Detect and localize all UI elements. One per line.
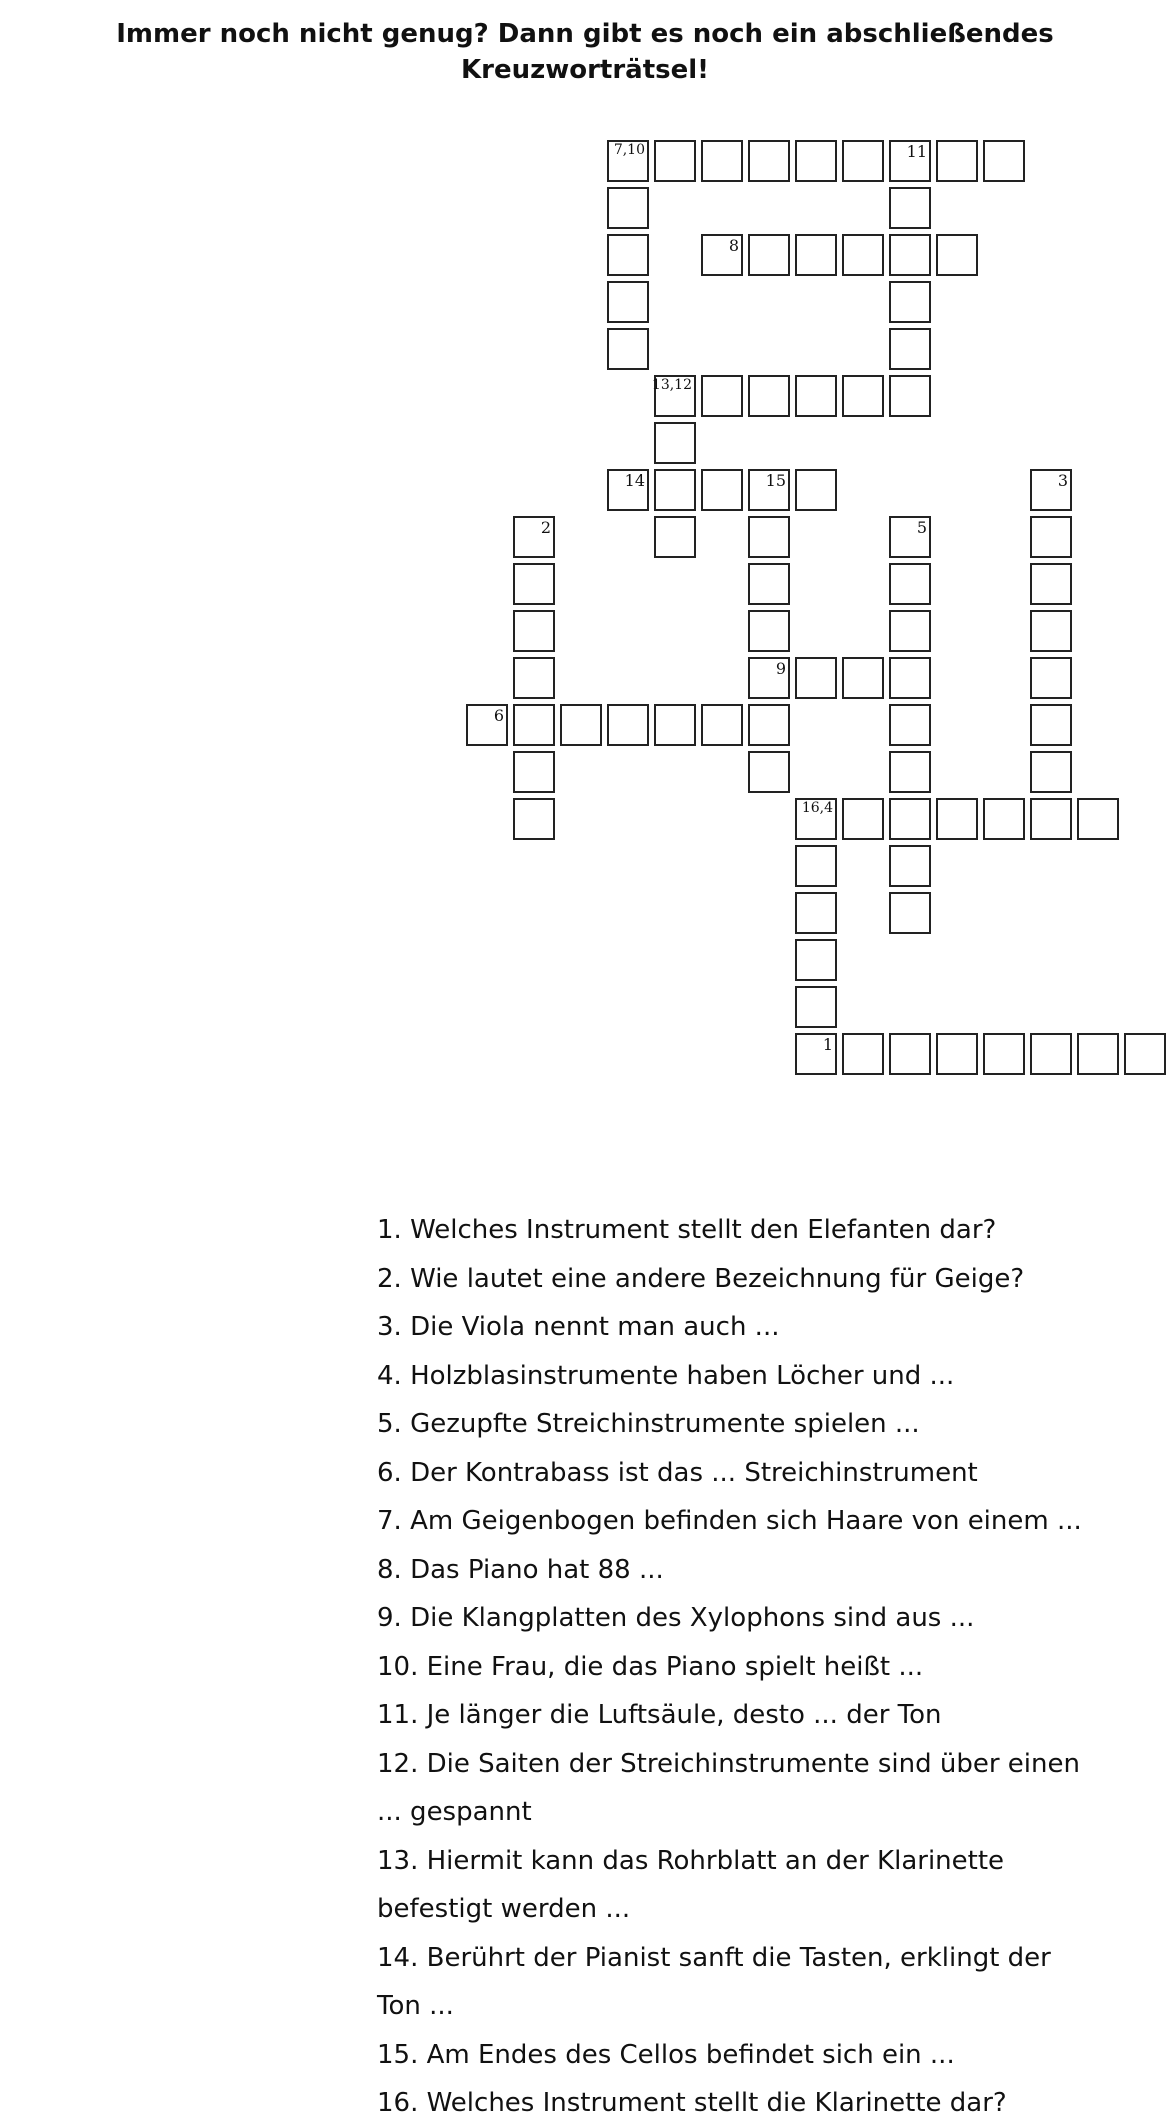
- clue-item: 7. Am Geigenbogen befinden sich Haare von einem ...: [377, 1506, 1082, 1536]
- crossword-cell[interactable]: [842, 375, 884, 417]
- crossword-cell[interactable]: [607, 281, 649, 323]
- crossword-cell[interactable]: [748, 751, 790, 793]
- crossword-cell[interactable]: [795, 939, 837, 981]
- crossword-cell[interactable]: [701, 234, 743, 276]
- clue-item: 14. Berührt der Pianist sanft die Tasten, erklingt der Ton ...: [377, 1942, 1051, 2021]
- crossword-cell[interactable]: [607, 704, 649, 746]
- clue-item: 12. Die Saiten der Streichinstrumente sind über einen ... gespannt: [377, 1748, 1080, 1827]
- crossword-cell[interactable]: [701, 375, 743, 417]
- clue-number: 15: [765, 471, 786, 490]
- crossword-cell[interactable]: [654, 422, 696, 464]
- crossword-cell[interactable]: [607, 328, 649, 370]
- crossword-cell[interactable]: [466, 704, 508, 746]
- crossword-cell[interactable]: [748, 563, 790, 605]
- crossword-cell[interactable]: [889, 563, 931, 605]
- crossword-cell[interactable]: [748, 610, 790, 652]
- crossword-cell[interactable]: [842, 234, 884, 276]
- clue-number: 14: [624, 471, 645, 490]
- clue-item: 2. Wie lautet eine andere Bezeichnung für Geige?: [377, 1263, 1025, 1294]
- crossword-cell[interactable]: [607, 187, 649, 229]
- crossword-cell[interactable]: [513, 563, 555, 605]
- crossword-cell[interactable]: [889, 328, 931, 370]
- crossword-cell[interactable]: [748, 234, 790, 276]
- crossword-cell[interactable]: [748, 469, 790, 511]
- crossword-cell[interactable]: [513, 751, 555, 793]
- crossword-cell[interactable]: [889, 140, 931, 182]
- crossword-cell[interactable]: [1030, 798, 1072, 840]
- clue-number: 3: [1057, 471, 1068, 490]
- clue-item: 15. Am Endes des Cellos befindet sich ein ...: [377, 2039, 955, 2070]
- crossword-cell[interactable]: [795, 845, 837, 887]
- clue-item: 9. Die Klangplatten des Xylophons sind aus ...: [377, 1603, 975, 1633]
- crossword-cell[interactable]: [936, 140, 978, 182]
- clue-item: 1. Welches Instrument stellt den Elefanten dar?: [377, 1215, 997, 1245]
- crossword-cell[interactable]: [1030, 1033, 1072, 1075]
- crossword-cell[interactable]: [1077, 798, 1119, 840]
- clue-number: 6: [493, 706, 504, 725]
- crossword-cell[interactable]: [889, 516, 931, 558]
- clue-item: 8. Das Piano hat 88 ...: [377, 1554, 664, 1585]
- page-title: Immer noch nicht genug? Dann gibt es noch ein abschließendes Kreuzworträtsel!: [116, 19, 1054, 85]
- crossword-cell[interactable]: [889, 892, 931, 934]
- crossword-cell[interactable]: [889, 375, 931, 417]
- clue-item: 10. Eine Frau, die das Piano spielt heißt ...: [377, 1651, 924, 1682]
- crossword-cell[interactable]: [654, 704, 696, 746]
- clue-item: 16. Welches Instrument stellt die Klarinette dar?: [377, 2088, 1007, 2118]
- crossword-cell[interactable]: [889, 281, 931, 323]
- crossword-cell[interactable]: [701, 140, 743, 182]
- crossword-cell[interactable]: [1030, 704, 1072, 746]
- clue-number: 1: [822, 1035, 833, 1054]
- crossword-cell[interactable]: [889, 610, 931, 652]
- clue-number: 16,4: [801, 800, 833, 816]
- crossword-cell[interactable]: [748, 516, 790, 558]
- clue-item: 11. Je länger die Luftsäule, desto ... der Ton: [377, 1700, 942, 1730]
- crossword-cell[interactable]: [936, 1033, 978, 1075]
- clue-item: 4. Holzblasinstrumente haben Löcher und ...: [377, 1360, 955, 1391]
- crossword-cell[interactable]: [795, 469, 837, 511]
- crossword-cell[interactable]: [842, 657, 884, 699]
- clue-item: 13. Hiermit kann das Rohrblatt an der Klarinette befestigt werden ...: [377, 1845, 1005, 1924]
- crossword-cell[interactable]: [795, 140, 837, 182]
- crossword-cell[interactable]: [795, 657, 837, 699]
- crossword-cell[interactable]: [748, 657, 790, 699]
- crossword-cell[interactable]: [889, 187, 931, 229]
- crossword-cell[interactable]: [1030, 563, 1072, 605]
- crossword-cell[interactable]: [936, 234, 978, 276]
- crossword-cell[interactable]: [889, 751, 931, 793]
- crossword-cell[interactable]: [795, 375, 837, 417]
- clue-number: 13,12: [651, 377, 692, 393]
- crossword-cell[interactable]: [701, 469, 743, 511]
- crossword-cell[interactable]: [795, 986, 837, 1028]
- crossword-cell[interactable]: [842, 798, 884, 840]
- crossword-cell[interactable]: [1030, 516, 1072, 558]
- crossword-cell[interactable]: [1030, 657, 1072, 699]
- crossword-cell[interactable]: [983, 798, 1025, 840]
- crossword-cell[interactable]: [607, 469, 649, 511]
- crossword-cell[interactable]: [795, 234, 837, 276]
- crossword-cell[interactable]: [889, 704, 931, 746]
- crossword-cell[interactable]: [513, 704, 555, 746]
- crossword-cell[interactable]: [1030, 751, 1072, 793]
- crossword-cell[interactable]: [795, 892, 837, 934]
- crossword-cell[interactable]: [889, 798, 931, 840]
- clue-number: 7,10: [613, 142, 645, 158]
- clue-list: [377, 1206, 1097, 2128]
- clue-item: 6. Der Kontrabass ist das ... Streichinstrument: [377, 1457, 978, 1488]
- crossword-cell[interactable]: [1030, 469, 1072, 511]
- crossword-cell[interactable]: [654, 516, 696, 558]
- crossword-cell[interactable]: [560, 704, 602, 746]
- crossword-cell[interactable]: [1124, 1033, 1166, 1075]
- crossword-cell[interactable]: [651, 375, 696, 417]
- crossword-cell[interactable]: [936, 798, 978, 840]
- crossword-cell[interactable]: [654, 140, 696, 182]
- crossword-cell[interactable]: [842, 140, 884, 182]
- crossword-cell[interactable]: [889, 234, 931, 276]
- crossword-cell[interactable]: [513, 798, 555, 840]
- crossword-cell[interactable]: [748, 704, 790, 746]
- clue-number: 8: [728, 236, 739, 255]
- crossword-cell[interactable]: [795, 798, 837, 840]
- crossword-cell[interactable]: [654, 469, 696, 511]
- clue-item: 3. Die Viola nennt man auch ...: [377, 1312, 780, 1342]
- crossword-cell[interactable]: [701, 704, 743, 746]
- crossword-cell[interactable]: [748, 375, 790, 417]
- clue-number: 9: [775, 659, 786, 678]
- crossword-cell[interactable]: [983, 1033, 1025, 1075]
- clue-item: 5. Gezupfte Streichinstrumente spielen ...: [377, 1409, 920, 1439]
- crossword-cell[interactable]: [748, 140, 790, 182]
- clue-number: 5: [916, 518, 927, 537]
- crossword-cell[interactable]: [889, 845, 931, 887]
- clue-number: 2: [540, 518, 551, 537]
- crossword-cell[interactable]: [889, 1033, 931, 1075]
- clue-number: 11: [906, 142, 927, 161]
- crossword-cell[interactable]: [513, 516, 555, 558]
- crossword-cell[interactable]: [513, 657, 555, 699]
- crossword-cell[interactable]: [1030, 610, 1072, 652]
- crossword-cell[interactable]: [607, 140, 649, 182]
- crossword-cell[interactable]: [795, 1033, 837, 1075]
- crossword-cell[interactable]: [513, 610, 555, 652]
- crossword-cell[interactable]: [842, 1033, 884, 1075]
- crossword-cell[interactable]: [1077, 1033, 1119, 1075]
- crossword-cell[interactable]: [607, 234, 649, 276]
- crossword-cell[interactable]: [983, 140, 1025, 182]
- crossword-cell[interactable]: [889, 657, 931, 699]
